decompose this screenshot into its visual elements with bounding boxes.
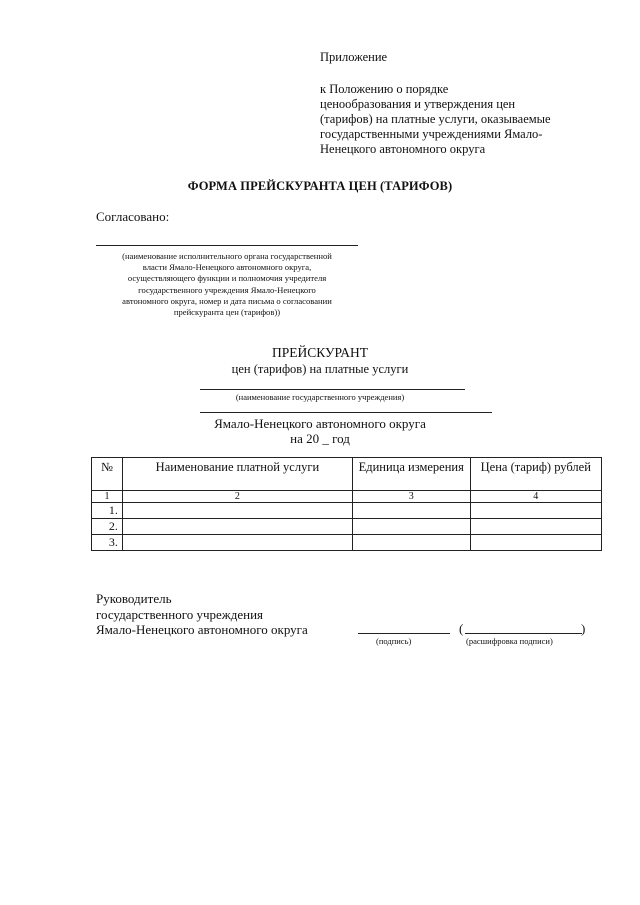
column-header: Наименование платной услуги bbox=[122, 458, 352, 491]
appendix-line: к Положению о порядке bbox=[320, 82, 449, 96]
head-title bbox=[96, 591, 308, 638]
table-row bbox=[92, 535, 602, 551]
unit-cell bbox=[352, 503, 470, 519]
pricelist-year: на 20 _ год bbox=[290, 431, 350, 446]
row-number: 1. bbox=[92, 503, 123, 519]
column-number: 4 bbox=[470, 491, 601, 503]
close-paren: ) bbox=[581, 621, 586, 636]
pricelist-subtitle: цен (тарифов) на платные услуги bbox=[231, 362, 409, 376]
head-title-line: Руководитель bbox=[96, 591, 172, 606]
agreed-caption-line: автономного округа, номер и дата письма о согласовании bbox=[122, 295, 332, 306]
head-title-line: государственного учреждения bbox=[96, 606, 264, 622]
appendix-line: государственными учреждениями Ямало- bbox=[320, 127, 543, 141]
unit-cell bbox=[352, 519, 470, 535]
appendix-line: ценообразования и утверждения цен bbox=[320, 97, 516, 111]
signature-line bbox=[358, 633, 450, 634]
decoding-caption: (расшифровка подписи) bbox=[466, 636, 553, 646]
pricelist-title: ПРЕЙСКУРАНТ bbox=[271, 345, 369, 360]
decoding-line bbox=[465, 633, 582, 634]
column-header: Цена (тариф) рублей bbox=[470, 458, 601, 491]
table-row bbox=[92, 519, 602, 535]
row-number: 3. bbox=[92, 535, 123, 551]
agreed-caption-line: осуществляющего функции и полномочия учредителя bbox=[127, 273, 327, 284]
table-header-row bbox=[92, 458, 602, 491]
signature-caption: (подпись) bbox=[376, 636, 412, 646]
column-header: № bbox=[92, 458, 123, 491]
unit-cell bbox=[352, 535, 470, 551]
price-cell bbox=[470, 535, 601, 551]
institution-caption: (наименование государственного учреждения) bbox=[235, 392, 405, 402]
appendix-line: (тарифов) на платные услуги, оказываемые bbox=[320, 112, 551, 126]
agreed-caption-line: государственного учреждения Ямало-Ненецкого bbox=[138, 284, 316, 295]
agreed-signature-line bbox=[96, 245, 358, 246]
institution-line bbox=[200, 389, 465, 390]
form-title: ФОРМА ПРЕЙСКУРАНТА ЦЕН (ТАРИФОВ) bbox=[187, 179, 453, 193]
service-name-cell bbox=[122, 503, 352, 519]
head-title-line: Ямало-Ненецкого автономного округа bbox=[96, 622, 308, 637]
column-number: 2 bbox=[122, 491, 352, 503]
table-row bbox=[92, 503, 602, 519]
appendix-line: Ненецкого автономного округа bbox=[320, 142, 486, 156]
open-paren: ( bbox=[459, 621, 464, 636]
column-number-row bbox=[92, 491, 602, 503]
service-name-cell bbox=[122, 535, 352, 551]
column-number: 1 bbox=[92, 491, 123, 503]
service-name-cell bbox=[122, 519, 352, 535]
appendix-block bbox=[320, 50, 620, 157]
column-number: 3 bbox=[352, 491, 470, 503]
agreed-caption bbox=[96, 251, 358, 318]
price-table bbox=[91, 457, 602, 551]
column-header: Единица измерения bbox=[352, 458, 470, 491]
row-number: 2. bbox=[92, 519, 123, 535]
price-cell bbox=[470, 519, 601, 535]
region-name: Ямало-Ненецкого автономного округа bbox=[214, 416, 426, 431]
price-cell bbox=[470, 503, 601, 519]
agreed-caption-line: (наименование исполнительного органа государственной bbox=[122, 251, 332, 261]
agreed-caption-line: власти Ямало-Ненецкого автономного округа, bbox=[142, 262, 312, 273]
agreed-label: Согласовано: bbox=[96, 209, 170, 224]
institution-line-2 bbox=[200, 412, 492, 413]
appendix-title: Приложение bbox=[320, 50, 388, 64]
agreed-caption-line: прейскуранта цен (тарифов)) bbox=[173, 307, 281, 318]
